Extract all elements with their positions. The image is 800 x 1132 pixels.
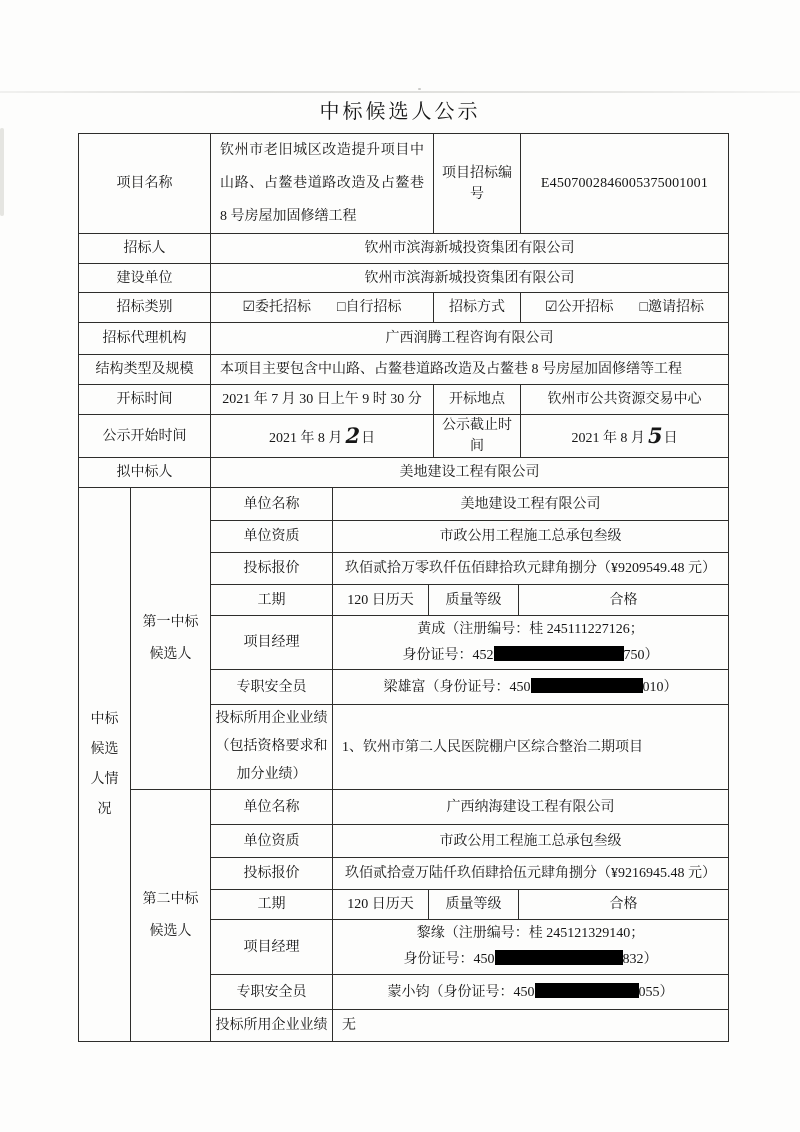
tender-method-options bbox=[521, 293, 729, 323]
candidate-1-performance: 1、钦州市第二人民医院棚户区综合整治二期项目 bbox=[333, 705, 729, 790]
redaction-bar bbox=[494, 646, 624, 661]
open-place-label: 开标地点 bbox=[434, 385, 521, 415]
candidate-1-bid-price: 玖佰贰拾万零玖仟伍佰肆拾玖元肆角捌分（¥9209549.48 元） bbox=[333, 553, 729, 585]
safety-officer-prefix: 蒙小钧（身份证号：450 bbox=[387, 984, 535, 1000]
safety-officer-label: 专职安全员 bbox=[211, 670, 333, 705]
candidate-2-manager bbox=[333, 920, 729, 975]
scan-artifact-speck bbox=[418, 88, 421, 90]
structure-value: 本项目主要包含中山路、占鳌巷道路改造及占鳌巷 8 号房屋加固修缮等工程 bbox=[211, 355, 729, 385]
manager-id-line bbox=[337, 643, 724, 669]
quality-grade-label: 质量等级 bbox=[429, 890, 519, 920]
candidate-1-quality: 合格 bbox=[519, 585, 729, 616]
unit-name-label: 单位名称 bbox=[211, 488, 333, 521]
checkbox-unchecked-self-tender: □自行招标 bbox=[337, 300, 402, 315]
proposed-winner-label: 拟中标人 bbox=[79, 458, 211, 488]
checkbox-checked-entrusted-tender: ☑委托招标 bbox=[242, 300, 312, 315]
candidate-1-unit-name: 美地建设工程有限公司 bbox=[333, 488, 729, 521]
performance-label: 投标所用企业业绩 bbox=[211, 1010, 333, 1042]
table-row bbox=[79, 323, 729, 355]
safety-officer-suffix: 055） bbox=[638, 984, 674, 1000]
bid-price-label: 投标报价 bbox=[211, 858, 333, 890]
safety-officer-label: 专职安全员 bbox=[211, 975, 333, 1010]
redaction-bar bbox=[495, 950, 623, 965]
table-row bbox=[79, 264, 729, 293]
project-name-label: 项目名称 bbox=[79, 134, 211, 234]
manager-id-suffix: 832） bbox=[622, 952, 658, 967]
project-manager-label: 项目经理 bbox=[211, 616, 333, 670]
safety-officer-prefix: 梁雄富（身份证号：450 bbox=[383, 679, 531, 695]
construction-unit-value: 钦州市滨海新城投资集团有限公司 bbox=[211, 264, 729, 293]
redaction-bar bbox=[535, 983, 639, 998]
publicity-start-prefix: 2021 年 8 月 bbox=[268, 430, 343, 446]
performance-label: 投标所用企业业绩（包括资格要求和加分业绩） bbox=[211, 705, 333, 790]
unit-name-label: 单位名称 bbox=[211, 790, 333, 825]
scan-artifact-smudge bbox=[0, 128, 4, 216]
checkbox-checked-open-tender: ☑公开招标 bbox=[544, 300, 614, 315]
candidate-1-manager bbox=[333, 616, 729, 670]
open-time-label: 开标时间 bbox=[79, 385, 211, 415]
redaction-bar bbox=[531, 678, 643, 693]
table-row bbox=[79, 385, 729, 415]
project-name-value: 钦州市老旧城区改造提升项目中山路、占鳌巷道路改造及占鳌巷 8 号房屋加固修缮工程 bbox=[211, 134, 434, 234]
page-title: 中标候选人公示 bbox=[319, 101, 481, 123]
bid-number-label: 项目招标编号 bbox=[434, 134, 521, 234]
table-row bbox=[79, 488, 729, 521]
quality-grade-label: 质量等级 bbox=[429, 585, 519, 616]
bid-number-value: E4507002846005375001001 bbox=[521, 134, 729, 234]
agency-value: 广西润腾工程咨询有限公司 bbox=[211, 323, 729, 355]
handwritten-day: 5 bbox=[647, 422, 663, 448]
candidate-2-qualification: 市政公用工程施工总承包叁级 bbox=[333, 825, 729, 858]
candidate-2-duration: 120 日历天 bbox=[333, 890, 429, 920]
candidate-2-unit-name: 广西纳海建设工程有限公司 bbox=[333, 790, 729, 825]
project-info-table bbox=[78, 133, 729, 488]
handwritten-day: 2 bbox=[345, 422, 361, 448]
tenderee-value: 钦州市滨海新城投资集团有限公司 bbox=[211, 234, 729, 264]
open-place-value: 钦州市公共资源交易中心 bbox=[521, 385, 729, 415]
manager-id-prefix: 身份证号：450 bbox=[403, 952, 495, 967]
tenderee-label: 招标人 bbox=[79, 234, 211, 264]
candidates-table bbox=[78, 487, 729, 1042]
publicity-end-label: 公示截止时间 bbox=[434, 415, 521, 458]
publicity-start-suffix: 日 bbox=[361, 430, 376, 446]
table-row bbox=[79, 790, 729, 825]
table-row bbox=[79, 415, 729, 458]
table-row bbox=[79, 134, 729, 234]
publicity-start-label: 公示开始时间 bbox=[79, 415, 211, 458]
manager-id-line bbox=[337, 947, 724, 973]
manager-id-prefix: 身份证号：452 bbox=[402, 647, 494, 663]
bid-price-label: 投标报价 bbox=[211, 553, 333, 585]
open-time-value: 2021 年 7 月 30 日上午 9 时 30 分 bbox=[211, 385, 434, 415]
scan-artifact-line bbox=[0, 91, 800, 93]
checkbox-unchecked-invited-tender: □邀请招标 bbox=[639, 300, 705, 315]
candidates-section-label: 中标候选人情况 bbox=[79, 488, 131, 1042]
announcement-table bbox=[78, 133, 728, 1042]
candidate-2-quality: 合格 bbox=[519, 890, 729, 920]
agency-label: 招标代理机构 bbox=[79, 323, 211, 355]
manager-id-suffix: 750） bbox=[623, 647, 659, 663]
table-row bbox=[79, 234, 729, 264]
proposed-winner-value: 美地建设工程有限公司 bbox=[211, 458, 729, 488]
candidate-2-performance: 无 bbox=[333, 1010, 729, 1042]
duration-label: 工期 bbox=[211, 585, 333, 616]
publicity-end-prefix: 2021 年 8 月 bbox=[571, 430, 645, 446]
candidate-2-rank-label: 第二中标候选人 bbox=[131, 790, 211, 1042]
qualification-label: 单位资质 bbox=[211, 825, 333, 858]
construction-unit-label: 建设单位 bbox=[79, 264, 211, 293]
safety-officer-suffix: 010） bbox=[642, 679, 678, 695]
candidate-1-duration: 120 日历天 bbox=[333, 585, 429, 616]
project-manager-label: 项目经理 bbox=[211, 920, 333, 975]
candidate-2-bid-price: 玖佰贰拾壹万陆仟玖佰肆拾伍元肆角捌分（¥9216945.48 元） bbox=[333, 858, 729, 890]
publicity-start-value bbox=[211, 415, 434, 458]
qualification-label: 单位资质 bbox=[211, 521, 333, 553]
table-row bbox=[79, 355, 729, 385]
manager-name-line: 黄成（注册编号：桂 245111227126； bbox=[417, 621, 644, 637]
structure-label: 结构类型及规模 bbox=[79, 355, 211, 385]
tender-method-label: 招标方式 bbox=[434, 293, 521, 323]
tender-category-label: 招标类别 bbox=[79, 293, 211, 323]
duration-label: 工期 bbox=[211, 890, 333, 920]
candidate-2-safety-officer bbox=[333, 975, 729, 1010]
publicity-end-value bbox=[521, 415, 729, 458]
publicity-end-suffix: 日 bbox=[663, 430, 678, 446]
table-row bbox=[79, 293, 729, 323]
candidate-1-qualification: 市政公用工程施工总承包叁级 bbox=[333, 521, 729, 553]
manager-name-line: 黎缘（注册编号：桂 245121329140； bbox=[416, 926, 645, 941]
tender-category-options bbox=[211, 293, 434, 323]
candidate-1-rank-label: 第一中标候选人 bbox=[131, 488, 211, 790]
candidate-1-safety-officer bbox=[333, 670, 729, 705]
table-row bbox=[79, 458, 729, 488]
